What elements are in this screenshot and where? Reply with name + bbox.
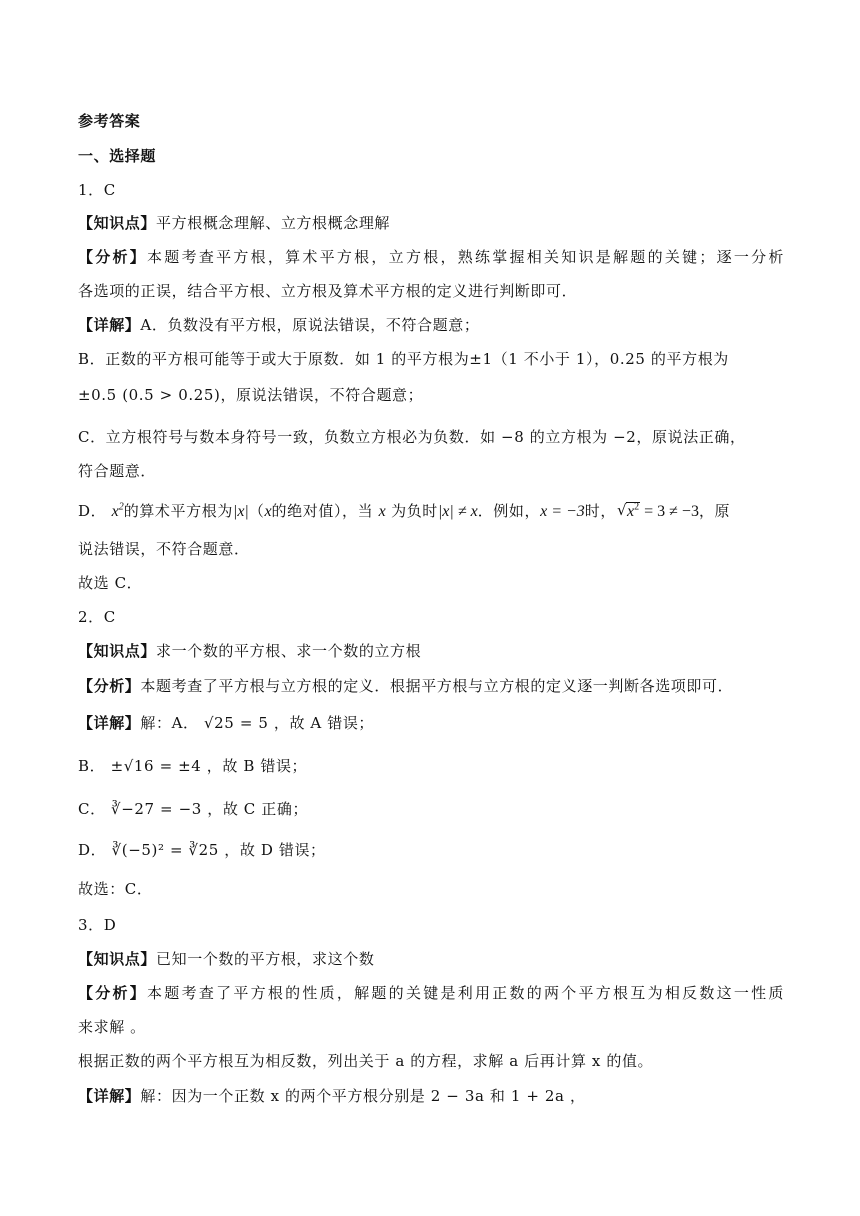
q2-detail-c: C． ∛−27 = −3 ，故 C 正确； <box>78 800 309 818</box>
heading: 参考答案 <box>78 112 141 130</box>
math-sqrt-x2: √ $x^2 = 3 \ne -3$ <box>616 503 699 520</box>
q1-analysis-line2: 各选项的正误，结合平方根、立方根及算术平方根的定义进行判断即可． <box>78 282 578 300</box>
q3-knowledge-point: 【知识点】已知一个数的平方根，求这个数 <box>78 950 375 968</box>
q3-analysis-line2: 来求解 。 <box>78 1018 146 1036</box>
q2-detail-a: 【详解】解：A． √25 = 5 ，故 A 错误； <box>78 714 375 732</box>
q1-answer: 1．C <box>78 181 116 199</box>
q1-detail-a: 【详解】A．负数没有平方根，原说法错误，不符合题意； <box>78 316 480 334</box>
math-x-squared: $x^2$ <box>111 501 124 520</box>
q3-analysis-line1: 【分析】本题考查了平方根的性质，解题的关键是利用正数的两个平方根互为相反数这一性质 <box>78 984 784 1002</box>
q1-detail-d-line1: D． $x^2$的算术平方根为|x|（x的绝对值），当 x 为负时|x| ≠ x．例如，x = −3时，√ $x^2 = 3 \ne -3$，原 <box>78 501 784 522</box>
q1-detail-c-line1: C．立方根符号与数本身符号一致，负数立方根必为负数．如 −8 的立方根为 −2，原说法正确， <box>78 428 746 446</box>
q1-detail-d-line2: 说法错误，不符合题意． <box>78 540 250 558</box>
q3-detail: 【详解】解：因为一个正数 x 的两个平方根分别是 2 − 3a 和 1 + 2a ， <box>78 1087 586 1105</box>
q1-conclusion: 故选 C． <box>78 574 143 592</box>
q2-analysis: 【分析】本题考查了平方根与立方根的定义．根据平方根与立方根的定义逐一判断各选项即可． <box>78 677 734 695</box>
section-title: 一、选择题 <box>78 147 157 165</box>
q2-knowledge-point: 【知识点】求一个数的平方根、求一个数的立方根 <box>78 642 422 660</box>
q1-knowledge-point: 【知识点】平方根概念理解、立方根概念理解 <box>78 214 391 232</box>
q1-detail-b-line1: B．正数的平方根可能等于或大于原数．如 1 的平方根为±1（1 不小于 1），0.25 的平方根为 <box>78 350 729 368</box>
q3-method: 根据正数的两个平方根互为相反数，列出关于 a 的方程，求解 a 后再计算 x 的值。 <box>78 1052 654 1070</box>
q1-analysis-line1: 【分析】本题考查平方根，算术平方根，立方根，熟练掌握相关知识是解题的关键；逐一分析 <box>78 248 784 266</box>
q1-detail-b-line2: ±0.5 (0.5 > 0.25)，原说法错误，不符合题意； <box>78 386 424 404</box>
q2-detail-d: D． ∛(−5)² = ∛25 ，故 D 错误； <box>78 841 326 859</box>
math-abs-x-neq-x: |x| ≠ x <box>437 503 478 520</box>
q1-detail-c-line2: 符合题意． <box>78 462 157 480</box>
math-x-eq-neg3: x = −3 <box>540 503 585 520</box>
q2-detail-b: B． ±√16 = ±4 ，故 B 错误； <box>78 757 308 775</box>
q2-conclusion: 故选：C． <box>78 880 153 898</box>
math-abs-x: |x| <box>232 503 249 520</box>
q3-answer: 3．D <box>78 916 117 934</box>
q2-answer: 2．C <box>78 608 116 626</box>
